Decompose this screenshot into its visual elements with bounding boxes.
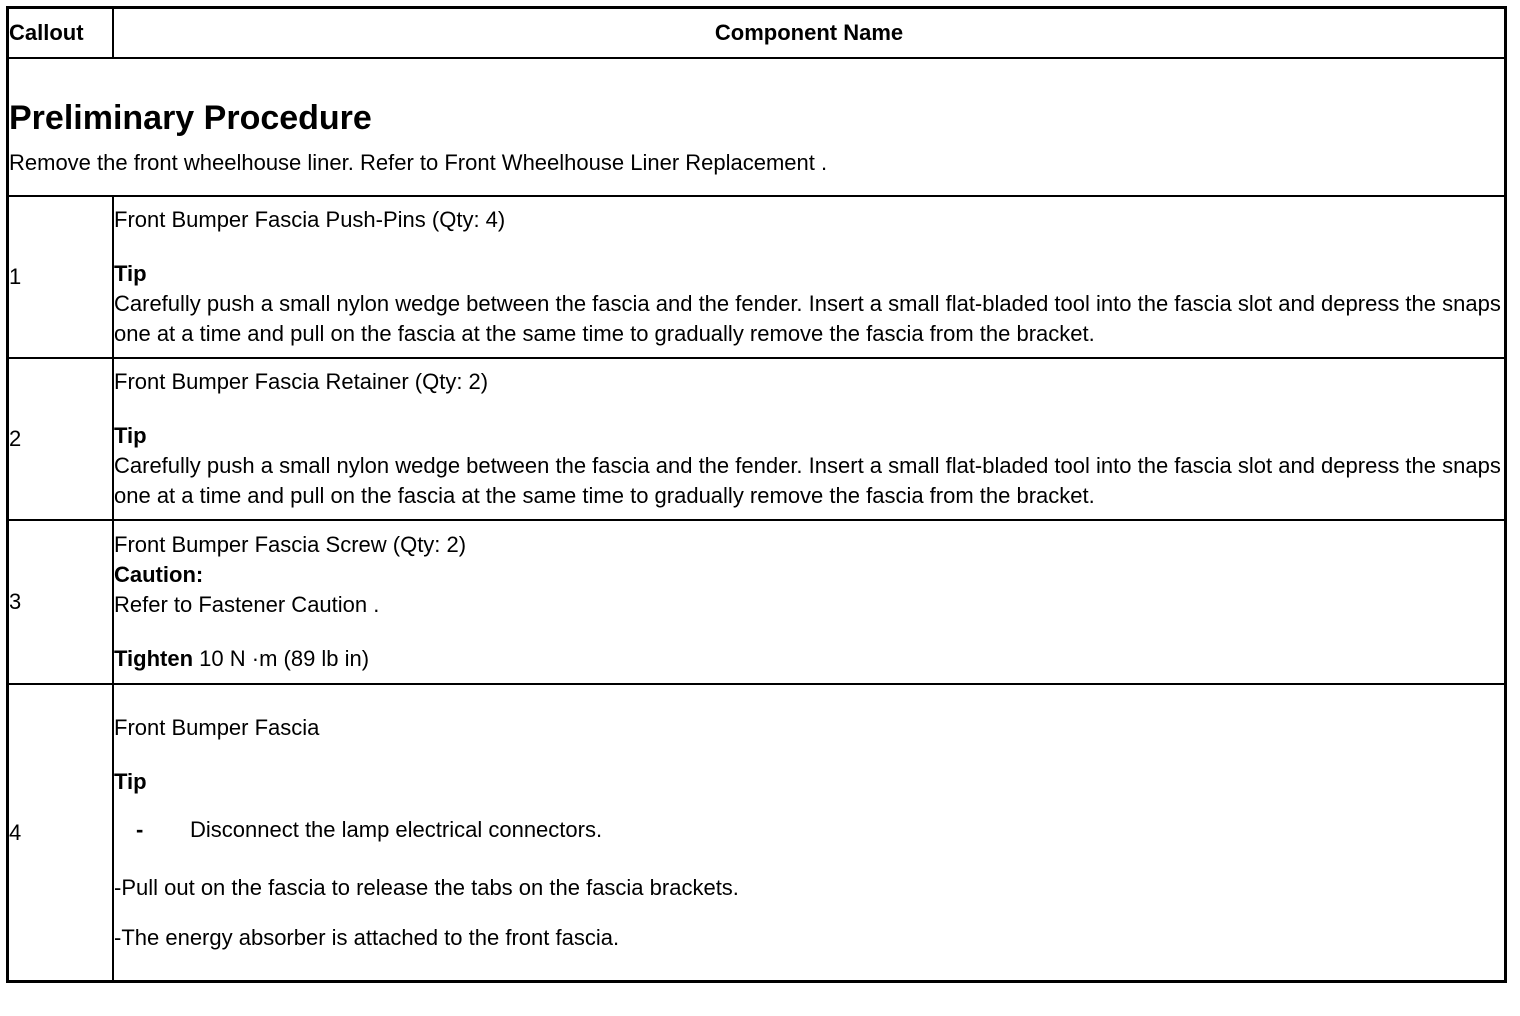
step-text: -Pull out on the fascia to release the tabs on the fascia brackets. (114, 874, 739, 900)
component-description (113, 684, 1506, 982)
component-name: Front Bumper Fascia Push-Pins (Qty: 4) (114, 207, 506, 232)
callout-number: 3 (8, 520, 114, 684)
step-text: -The energy absorber is attached to the front fascia. (114, 924, 620, 950)
callout-number: 2 (8, 358, 114, 520)
tighten-spec (114, 644, 1504, 674)
table-row (8, 520, 1506, 684)
preliminary-cell (8, 58, 1506, 196)
caution-text: Refer to Fastener Caution . (114, 592, 380, 617)
component-name: Front Bumper Fascia Screw (Qty: 2) (114, 532, 467, 557)
preliminary-text: Remove the front wheelhouse liner. Refer to Front Wheelhouse Liner Replacement . (9, 150, 828, 175)
header-row (8, 8, 1506, 59)
callout-header: Callout (8, 8, 114, 59)
tip-text: Carefully push a small nylon wedge between the fascia and the fender. Insert a small flat-bladed tool into the fascia slot and depress the snaps one at a time and pull on the fascia at the same time to gradually remove the fascia from the bracket. (114, 291, 1501, 346)
caution-label: Caution: (114, 562, 204, 587)
procedure-table (6, 6, 1507, 983)
component-description (113, 358, 1506, 520)
preliminary-title: Preliminary Procedure (9, 99, 372, 137)
bullet-marker: - (136, 816, 144, 842)
tip-label: Tip (114, 261, 147, 286)
component-description (113, 520, 1506, 684)
tighten-value: 10 N ·m (89 lb in) (199, 646, 370, 671)
tip-text: Carefully push a small nylon wedge between the fascia and the fender. Insert a small flat-bladed tool into the fascia slot and depress the snaps one at a time and pull on the fascia at the same time to gradually remove the fascia from the bracket. (114, 453, 1501, 508)
table-row (8, 358, 1506, 520)
tighten-label: Tighten (114, 646, 194, 671)
tip-label: Tip (114, 423, 147, 448)
callout-number: 1 (8, 196, 114, 358)
callout-number: 4 (8, 684, 114, 982)
table-row (8, 684, 1506, 982)
preliminary-row (8, 58, 1506, 196)
component-name-header: Component Name (113, 8, 1506, 59)
component-description (113, 196, 1506, 358)
bullet-text: Disconnect the lamp electrical connectors. (190, 816, 603, 842)
bullet-item (114, 815, 1504, 845)
tip-label: Tip (114, 768, 147, 794)
table-row (8, 196, 1506, 358)
component-name: Front Bumper Fascia Retainer (Qty: 2) (114, 369, 489, 394)
component-name: Front Bumper Fascia (114, 714, 320, 740)
